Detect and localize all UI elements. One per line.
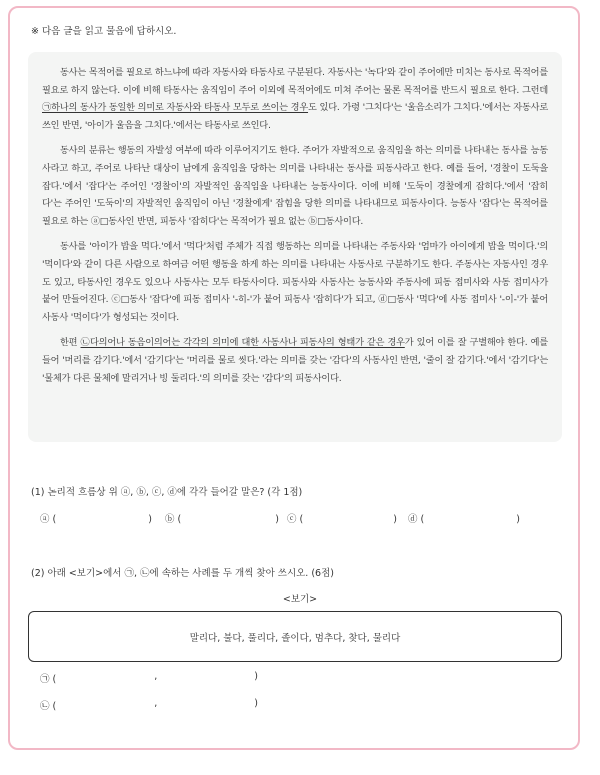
question-1-prompt: (1) 논리적 흐름상 위 ⓐ, ⓑ, ⓒ, ⓓ에 각각 들어갈 말은? (각 1점) xyxy=(31,487,303,498)
underline-a: ㉠하나의 동사가 동일한 의미로 자동사와 타동사 모두로 쓰이는 경우 xyxy=(42,102,309,114)
reading-passage xyxy=(28,52,562,442)
bogi-content: 말리다, 불다, 풀리다, 졸이다, 멈추다, 찾다, 물리다 xyxy=(189,632,401,644)
underline-b: ㉡다의어나 동음이의어는 각각의 의미에 대한 사동사나 피동사의 형태가 같은 경우 xyxy=(80,337,405,349)
blank-a[interactable] xyxy=(40,511,165,525)
answer-b-sep: , xyxy=(154,698,158,709)
answer-b-close: ) xyxy=(254,698,258,709)
blank-c-open: ⓒ ( xyxy=(287,514,304,525)
blank-a-open: ⓐ ( xyxy=(40,514,57,525)
paragraph-4-text-b: 가 있어 이를 잘 구별해야 한다. 예를 들어 '머리를 감기다.'에서 '감기다'는 '머리를 물로 씻다.'라는 의미를 갖는 '감다'의 사동사인 반면, '줄이 잘 감기다.'에서 '감기다'는 '물체가 다른 물체에 말리거나 빙 둘리다.'의 의미를 갖는 '감다'의 피동사이다. xyxy=(42,337,548,384)
answer-line-b[interactable] xyxy=(40,698,258,712)
blank-b[interactable] xyxy=(165,511,287,525)
blank-a-close: ) xyxy=(148,514,152,525)
bogi-label: <보기> xyxy=(282,594,318,605)
paragraph-4 xyxy=(42,334,548,387)
instruction-text: ※ 다음 글을 읽고 물음에 답하시오. xyxy=(31,26,177,37)
bogi-box xyxy=(28,611,562,662)
paragraph-3: 동사를 '아이가 밥을 먹다.'에서 '먹다'처럼 주체가 직접 행동하는 의미를 나타내는 주동사와 '엄마가 아이에게 밥을 먹이다.'의 '먹이다'와 같이 다른 사람으로 하여금 어떤 행동을 하게 하는 의미를 나타내는 사동사로 구분하기도 한다. 주동사는 자동사인 경우도 있고, 타동사인 경우도 있으나 사동사는 모두 타동사이다. 피동사와 사동사는 능동사와 주동사에 피동 접미사와 사동 접미사가 붙어 만들어진다. ⓒ□동사 '잡다'에 피동 접미사 '-히-'가 붙어 피동사 '잡히다'가 되고, ⓓ□동사 '먹다'에 사동 접미사 '-이-'가 붙어 사동사 '먹이다'가 형성되는 것이다. xyxy=(42,241,548,323)
paragraph-2: 동사의 분류는 행동의 자발성 여부에 따라 이루어지기도 한다. 주어가 자발적으로 움직임을 하는 의미를 나타내는 동사를 능동사라고 하고, 주어로 나타난 대상이 남에게 움직임을 당하는 의미를 나타내는 동사를 피동사라고 한다. 예를 들어, '경찰이 도둑을 잡다.'에서 '잡다'는 주어인 '경찰이'의 자발적인 움직임을 나타내는 능동사이다. 이에 비해 '도둑이 경찰에게 잡히다.'에서 '잡히다'는 주어인 '도둑이'의 자발적인 움직임이 아닌 '경찰에게' 잡힘을 당한 의미를 나타내므로 피동사이다. 능동사 '잡다'는 목적어를 필요로 하는 ⓐ□동사인 반면, 피동사 '잡히다'는 목적어가 필요 없는 ⓑ□동사이다. xyxy=(42,145,548,227)
answer-line-a[interactable] xyxy=(40,671,258,685)
answer-b-open: ㉡ ( xyxy=(40,701,57,712)
blank-d[interactable] xyxy=(408,511,528,525)
paragraph-1-text-a: 동사는 목적어를 필요로 하느냐에 따라 자동사와 타동사로 구분된다. 자동사는 '녹다'와 같이 주어에만 미치는 동사로 목적어를 필요로 하지 않는다. 이에 비해 타동사는 움직임이 주어 이외에 목적어에도 미쳐 주어는 물론 목적어를 반드시 필요로 한다. 그런데 xyxy=(42,67,548,96)
blank-b-open: ⓑ ( xyxy=(165,514,182,525)
blank-d-close: ) xyxy=(516,514,520,525)
question-1-answer-row xyxy=(40,511,540,525)
answer-a-open: ㉠ ( xyxy=(40,674,57,685)
paragraph-1 xyxy=(42,64,548,134)
paragraph-1-text-b: 도 있다. 가령 '그치다'는 '울음소리가 그치다.'에서는 자동사로 쓰인 반면, '아이가 울음을 그치다.'에서는 타동사로 쓰인다. xyxy=(42,102,548,131)
question-2-prompt: (2) 아래 <보기>에서 ㉠, ㉡에 속하는 사례를 두 개씩 찾아 쓰시오. (6점) xyxy=(31,568,334,579)
paragraph-4-text-a: 한편 xyxy=(60,337,81,349)
answer-a-sep: , xyxy=(154,671,158,682)
blank-b-close: ) xyxy=(275,514,279,525)
answer-a-close: ) xyxy=(254,671,258,682)
blank-c-close: ) xyxy=(393,514,397,525)
blank-c[interactable] xyxy=(287,511,408,525)
blank-d-open: ⓓ ( xyxy=(408,514,425,525)
